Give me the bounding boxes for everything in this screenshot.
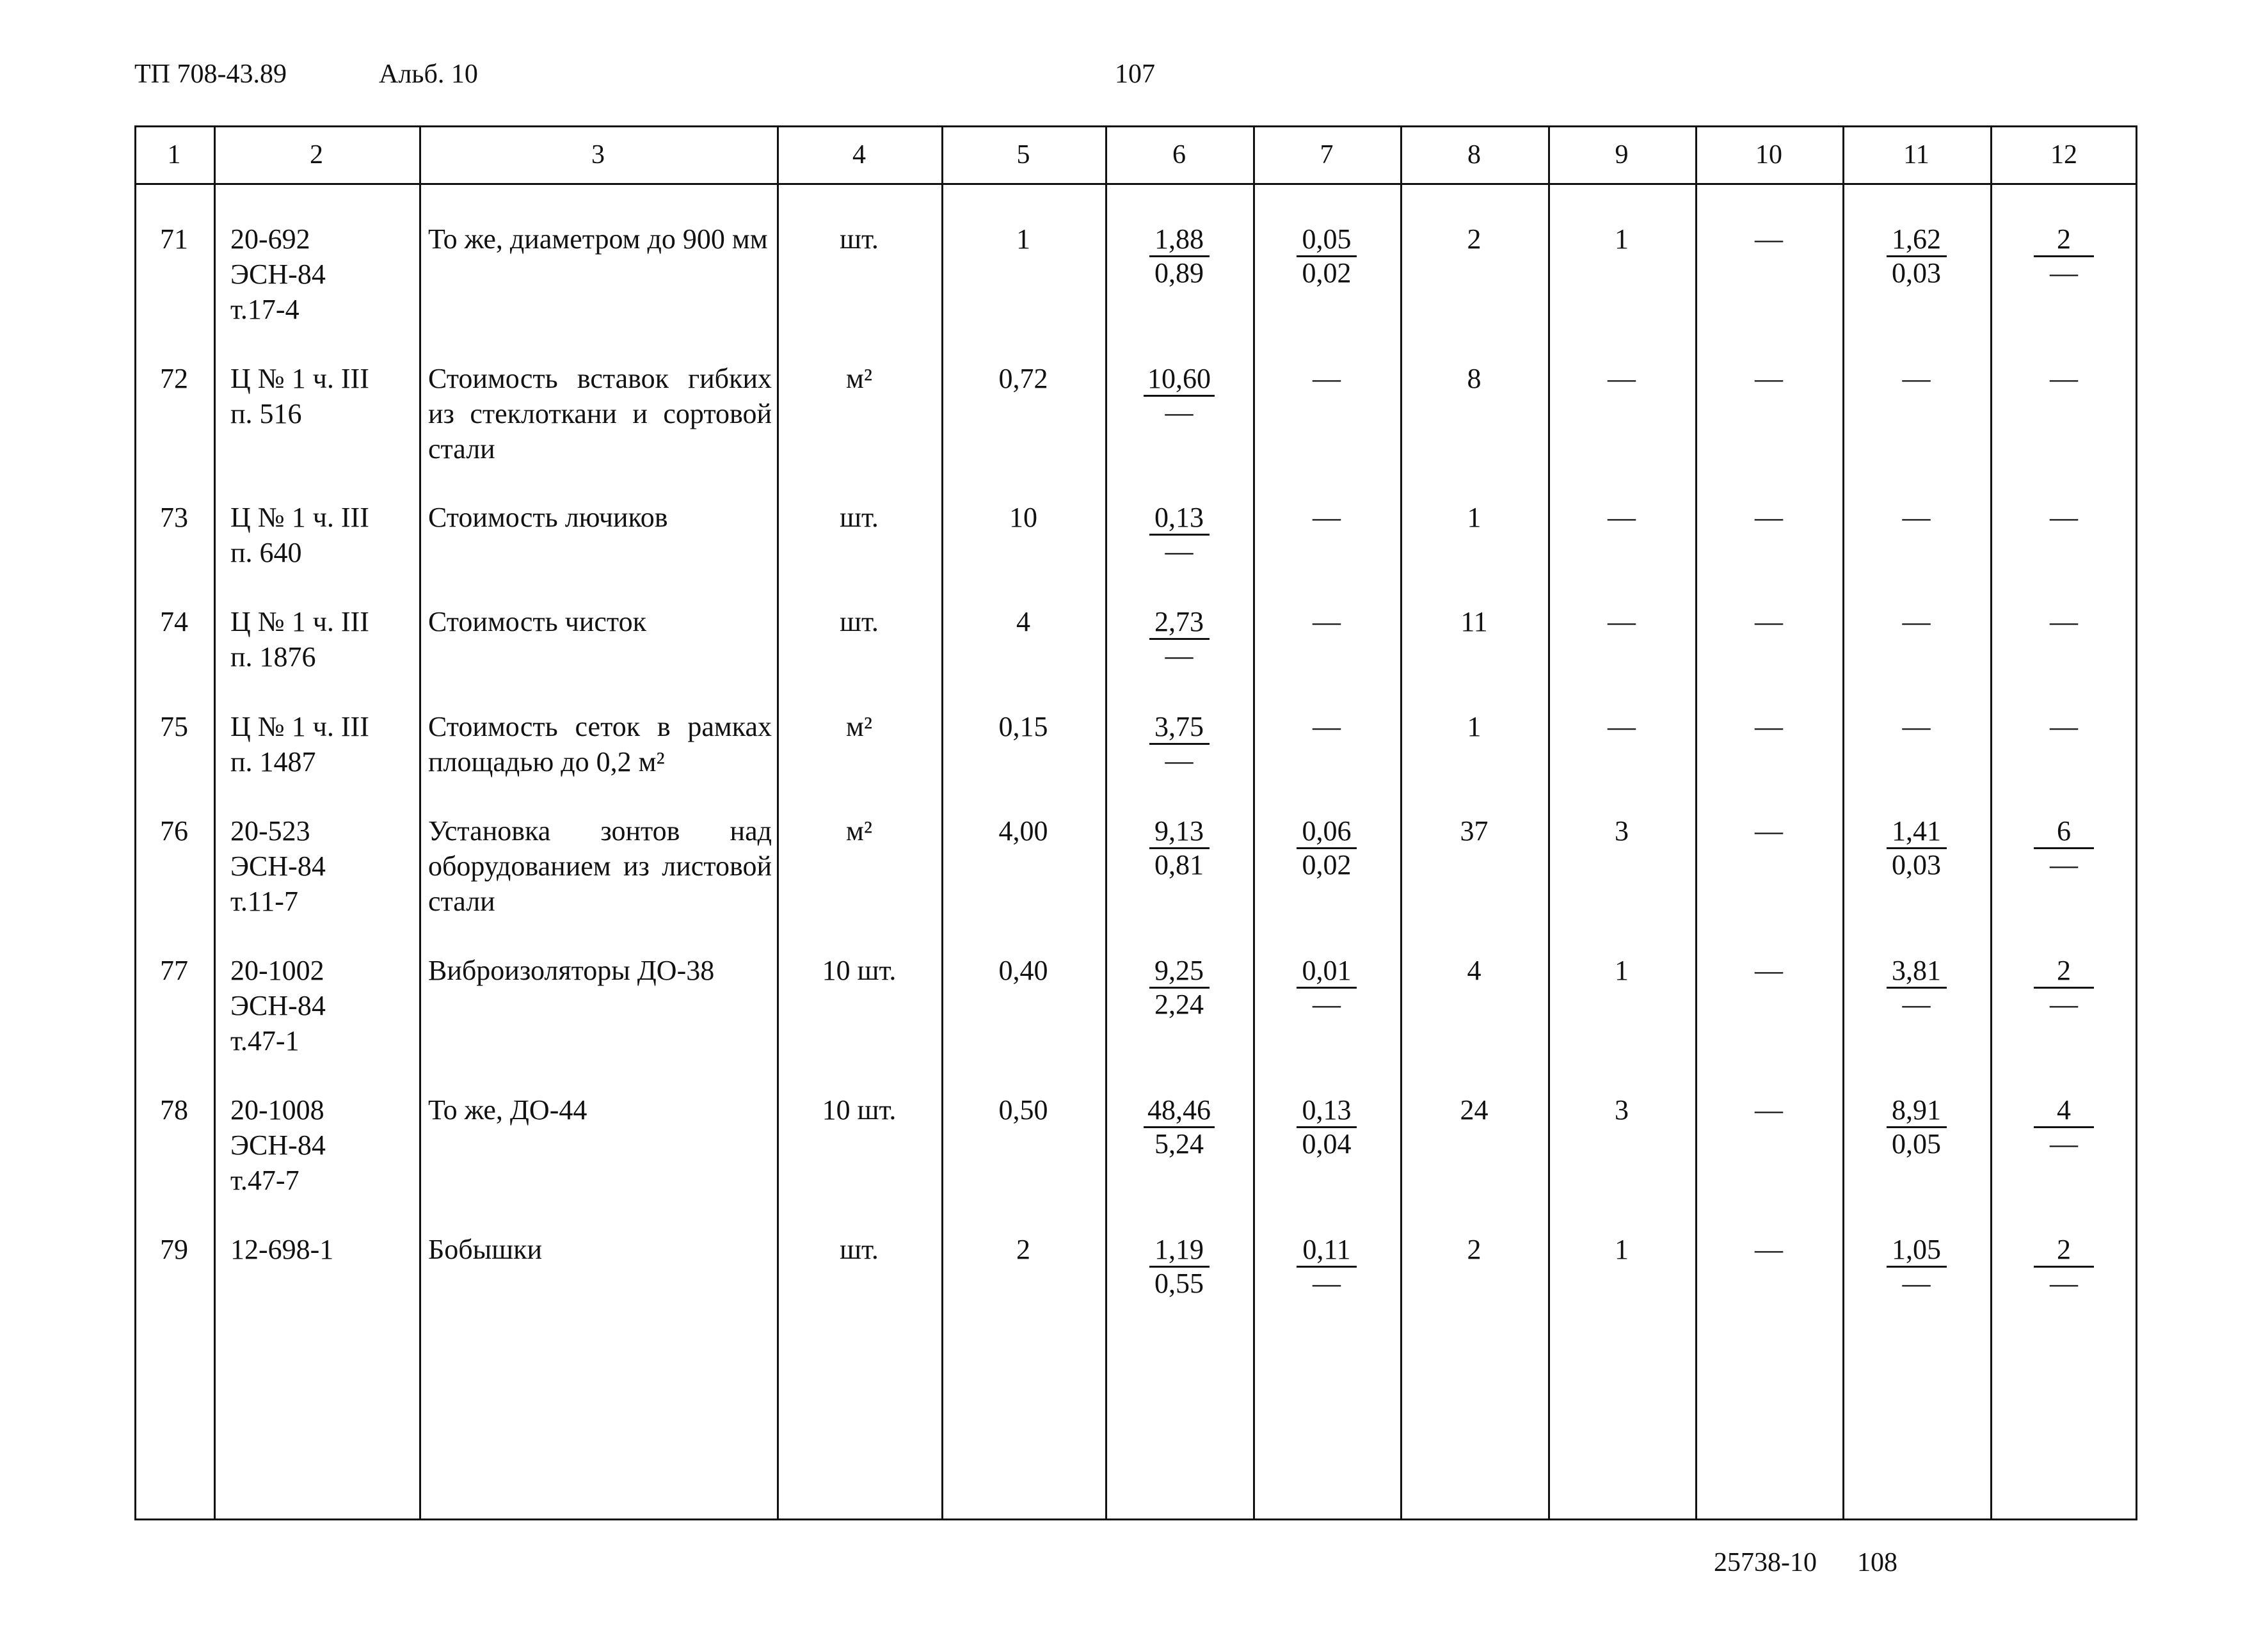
col7-value: — [1313, 502, 1341, 533]
work-name: Бобышки [428, 1234, 543, 1265]
col7-value [1253, 221, 1400, 289]
row-number: 77 [160, 955, 188, 986]
col6-value [1105, 709, 1253, 777]
col6-top: 1,19 [1149, 1234, 1210, 1268]
col6-value [1105, 1092, 1253, 1160]
col11-bottom: 0,03 [1892, 257, 1941, 289]
unit: 10 шт. [822, 955, 897, 986]
col11-value: — [1902, 502, 1931, 533]
col11-top: 1,41 [1887, 815, 1947, 849]
col7-bottom: 0,02 [1302, 257, 1352, 289]
col9-value: 3 [1615, 815, 1629, 847]
col6-value [1105, 953, 1253, 1021]
col8-value: 2 [1467, 223, 1481, 255]
unit: м² [845, 363, 873, 394]
col8-value: 24 [1460, 1094, 1489, 1126]
unit: шт. [840, 223, 879, 255]
col11-top: 3,81 [1887, 955, 1947, 989]
col11-value [1842, 1092, 1990, 1160]
col6-bottom: 2,24 [1154, 989, 1204, 1020]
col6-value [1105, 604, 1253, 672]
col11-value: — [1902, 363, 1931, 394]
col11-bottom: — [1902, 989, 1931, 1020]
quantity: 0,50 [998, 1094, 1048, 1126]
col7-value [1253, 1092, 1400, 1160]
col11-value [1842, 953, 1990, 1021]
col-header: 1 [167, 140, 181, 170]
col6-value [1105, 500, 1253, 568]
col6-top: 3,75 [1149, 711, 1210, 745]
doc-code: ТП 708-43.89 [134, 60, 287, 89]
col9-value: — [1608, 502, 1636, 533]
col10-value: — [1755, 1234, 1783, 1265]
col11-value: — [1902, 711, 1931, 742]
col10-value: — [1755, 711, 1783, 742]
norm-code: Ц № 1 ч. III п. 640 [230, 502, 369, 568]
row-number: 78 [160, 1094, 188, 1126]
col6-bottom: 0,81 [1154, 849, 1204, 881]
quantity: 0,15 [998, 711, 1048, 742]
col7-value: — [1313, 363, 1341, 394]
col6-top: 10,60 [1144, 363, 1215, 397]
col7-bottom: 0,02 [1302, 849, 1352, 881]
col6-top: 48,46 [1144, 1094, 1215, 1128]
norm-code: 20-1002 ЭСН-84 т.47-1 [230, 955, 326, 1056]
col6-bottom: 5,24 [1154, 1128, 1204, 1160]
col11-top: 1,05 [1887, 1234, 1947, 1268]
col6-bottom: — [1165, 397, 1194, 428]
col6-bottom: — [1165, 745, 1194, 776]
col10-value: — [1755, 606, 1783, 637]
row-number: 76 [160, 815, 188, 847]
norm-code: Ц № 1 ч. III п. 1876 [230, 606, 369, 673]
col9-value: 3 [1615, 1094, 1629, 1126]
col7-bottom: — [1313, 1268, 1341, 1299]
col7-value [1253, 1232, 1400, 1300]
col9-value: — [1608, 606, 1636, 637]
table-bottom-border [134, 1518, 2137, 1520]
col10-value: — [1755, 815, 1783, 847]
col12-value: — [2050, 363, 2078, 394]
col8-value: 37 [1460, 815, 1489, 847]
quantity: 0,72 [998, 363, 1048, 394]
col6-bottom: 0,89 [1154, 257, 1204, 289]
col7-value [1253, 813, 1400, 881]
norm-code: 20-523 ЭСН-84 т.11-7 [230, 815, 326, 917]
col12-top: 6 [2034, 815, 2094, 849]
col10-value: — [1755, 363, 1783, 394]
col12-top: 2 [2034, 1234, 2094, 1268]
col12-top: 2 [2034, 955, 2094, 989]
col12-top: 4 [2034, 1094, 2094, 1128]
col9-value: 1 [1615, 1234, 1629, 1265]
page-number: 107 [1115, 60, 1155, 89]
col12-bottom: — [2050, 1128, 2078, 1160]
col12-value [1990, 953, 2137, 1021]
col-header: 6 [1172, 140, 1186, 170]
col8-value: 1 [1467, 502, 1481, 533]
work-name: То же, ДО-44 [428, 1094, 587, 1126]
work-name: Установка зонтов над оборудованием из листовой стали [428, 815, 772, 917]
work-name: Стоимость вставок гибких из стеклоткани и сортовой стали [428, 363, 772, 465]
col11-bottom: — [1902, 1268, 1931, 1299]
col7-top: 0,01 [1297, 955, 1357, 989]
col12-bottom: — [2050, 849, 2078, 881]
spec-table [134, 125, 2137, 1520]
quantity: 0,40 [998, 955, 1048, 986]
norm-code: 20-692 ЭСН-84 т.17-4 [230, 223, 326, 325]
col12-value: — [2050, 502, 2078, 533]
unit: шт. [840, 502, 879, 533]
quantity: 10 [1009, 502, 1037, 533]
col8-value: 11 [1460, 606, 1488, 637]
col11-top: 8,91 [1887, 1094, 1947, 1128]
col12-value [1990, 1092, 2137, 1160]
unit: шт. [840, 1234, 879, 1265]
unit: 10 шт. [822, 1094, 897, 1126]
work-name: Стоимость лючиков [428, 502, 668, 533]
col7-top: 0,13 [1297, 1094, 1357, 1128]
work-name: Стоимость сеток в рамках площадью до 0,2 м² [428, 711, 772, 777]
col7-top: 0,06 [1297, 815, 1357, 849]
col6-value [1105, 813, 1253, 881]
col-header: 3 [591, 140, 605, 170]
col10-value: — [1755, 502, 1783, 533]
col-header: 8 [1467, 140, 1481, 170]
unit: м² [845, 711, 873, 742]
row-number: 75 [160, 711, 188, 742]
col-header: 9 [1615, 140, 1629, 170]
row-number: 71 [160, 223, 188, 255]
norm-code: 20-1008 ЭСН-84 т.47-7 [230, 1094, 326, 1196]
sheet-number: 108 [1857, 1548, 1897, 1577]
col8-value: 8 [1467, 363, 1481, 394]
work-name: То же, диаметром до 900 мм [428, 223, 768, 255]
col12-value [1990, 221, 2137, 289]
col-header: 10 [1755, 140, 1782, 170]
unit: м² [845, 815, 873, 847]
col10-value: — [1755, 223, 1783, 255]
col6-value [1105, 1232, 1253, 1300]
col6-bottom: — [1165, 536, 1194, 567]
col6-value [1105, 221, 1253, 289]
col7-value: — [1313, 711, 1341, 742]
col8-value: 2 [1467, 1234, 1481, 1265]
col12-bottom: — [2050, 1268, 2078, 1299]
col6-top: 9,13 [1149, 815, 1210, 849]
work-name: Стоимость чисток [428, 606, 646, 637]
work-name: Виброизоляторы ДО-38 [428, 955, 715, 986]
col-header: 5 [1016, 140, 1030, 170]
col6-top: 9,25 [1149, 955, 1210, 989]
quantity: 4,00 [998, 815, 1048, 847]
row-number: 72 [160, 363, 188, 394]
col12-bottom: — [2050, 257, 2078, 289]
col11-bottom: 0,03 [1892, 849, 1941, 881]
col9-value: — [1608, 363, 1636, 394]
norm-code: 12-698-1 [230, 1234, 334, 1265]
col10-value: — [1755, 955, 1783, 986]
col12-value: — [2050, 606, 2078, 637]
col7-bottom: — [1313, 989, 1341, 1020]
col12-value: — [2050, 711, 2078, 742]
col9-value: 1 [1615, 955, 1629, 986]
order-number: 25738-10 [1714, 1548, 1817, 1577]
col8-value: 1 [1467, 711, 1481, 742]
col-header: 12 [2050, 140, 2077, 170]
quantity: 1 [1016, 223, 1030, 255]
norm-code: Ц № 1 ч. III п. 516 [230, 363, 369, 429]
col11-bottom: 0,05 [1892, 1128, 1941, 1160]
col12-value [1990, 813, 2137, 881]
row-number: 79 [160, 1234, 188, 1265]
col-header: 11 [1903, 140, 1929, 170]
col7-top: 0,05 [1297, 223, 1357, 257]
col6-value [1105, 361, 1253, 429]
col11-value [1842, 221, 1990, 289]
norm-code: Ц № 1 ч. III п. 1487 [230, 711, 369, 777]
col9-value: 1 [1615, 223, 1629, 255]
col6-top: 0,13 [1149, 502, 1210, 536]
album-label: Альб. 10 [379, 60, 478, 89]
col11-top: 1,62 [1887, 223, 1947, 257]
col12-value [1990, 1232, 2137, 1300]
col9-value: — [1608, 711, 1636, 742]
row-number: 73 [160, 502, 188, 533]
col8-value: 4 [1467, 955, 1481, 986]
col10-value: — [1755, 1094, 1783, 1126]
quantity: 2 [1016, 1234, 1030, 1265]
col6-top: 2,73 [1149, 606, 1210, 640]
col-header: 4 [852, 140, 866, 170]
row-number: 74 [160, 606, 188, 637]
col12-top: 2 [2034, 223, 2094, 257]
col12-bottom: — [2050, 989, 2078, 1020]
col7-value [1253, 953, 1400, 1021]
col-header: 7 [1320, 140, 1334, 170]
col6-bottom: 0,55 [1154, 1268, 1204, 1299]
col7-top: 0,11 [1297, 1234, 1357, 1268]
col7-bottom: 0,04 [1302, 1128, 1352, 1160]
col-header: 2 [310, 140, 323, 170]
col7-value: — [1313, 606, 1341, 637]
col11-value: — [1902, 606, 1931, 637]
col11-value [1842, 1232, 1990, 1300]
col6-bottom: — [1165, 640, 1194, 671]
quantity: 4 [1016, 606, 1030, 637]
col11-value [1842, 813, 1990, 881]
col6-top: 1,88 [1149, 223, 1210, 257]
unit: шт. [840, 606, 879, 637]
